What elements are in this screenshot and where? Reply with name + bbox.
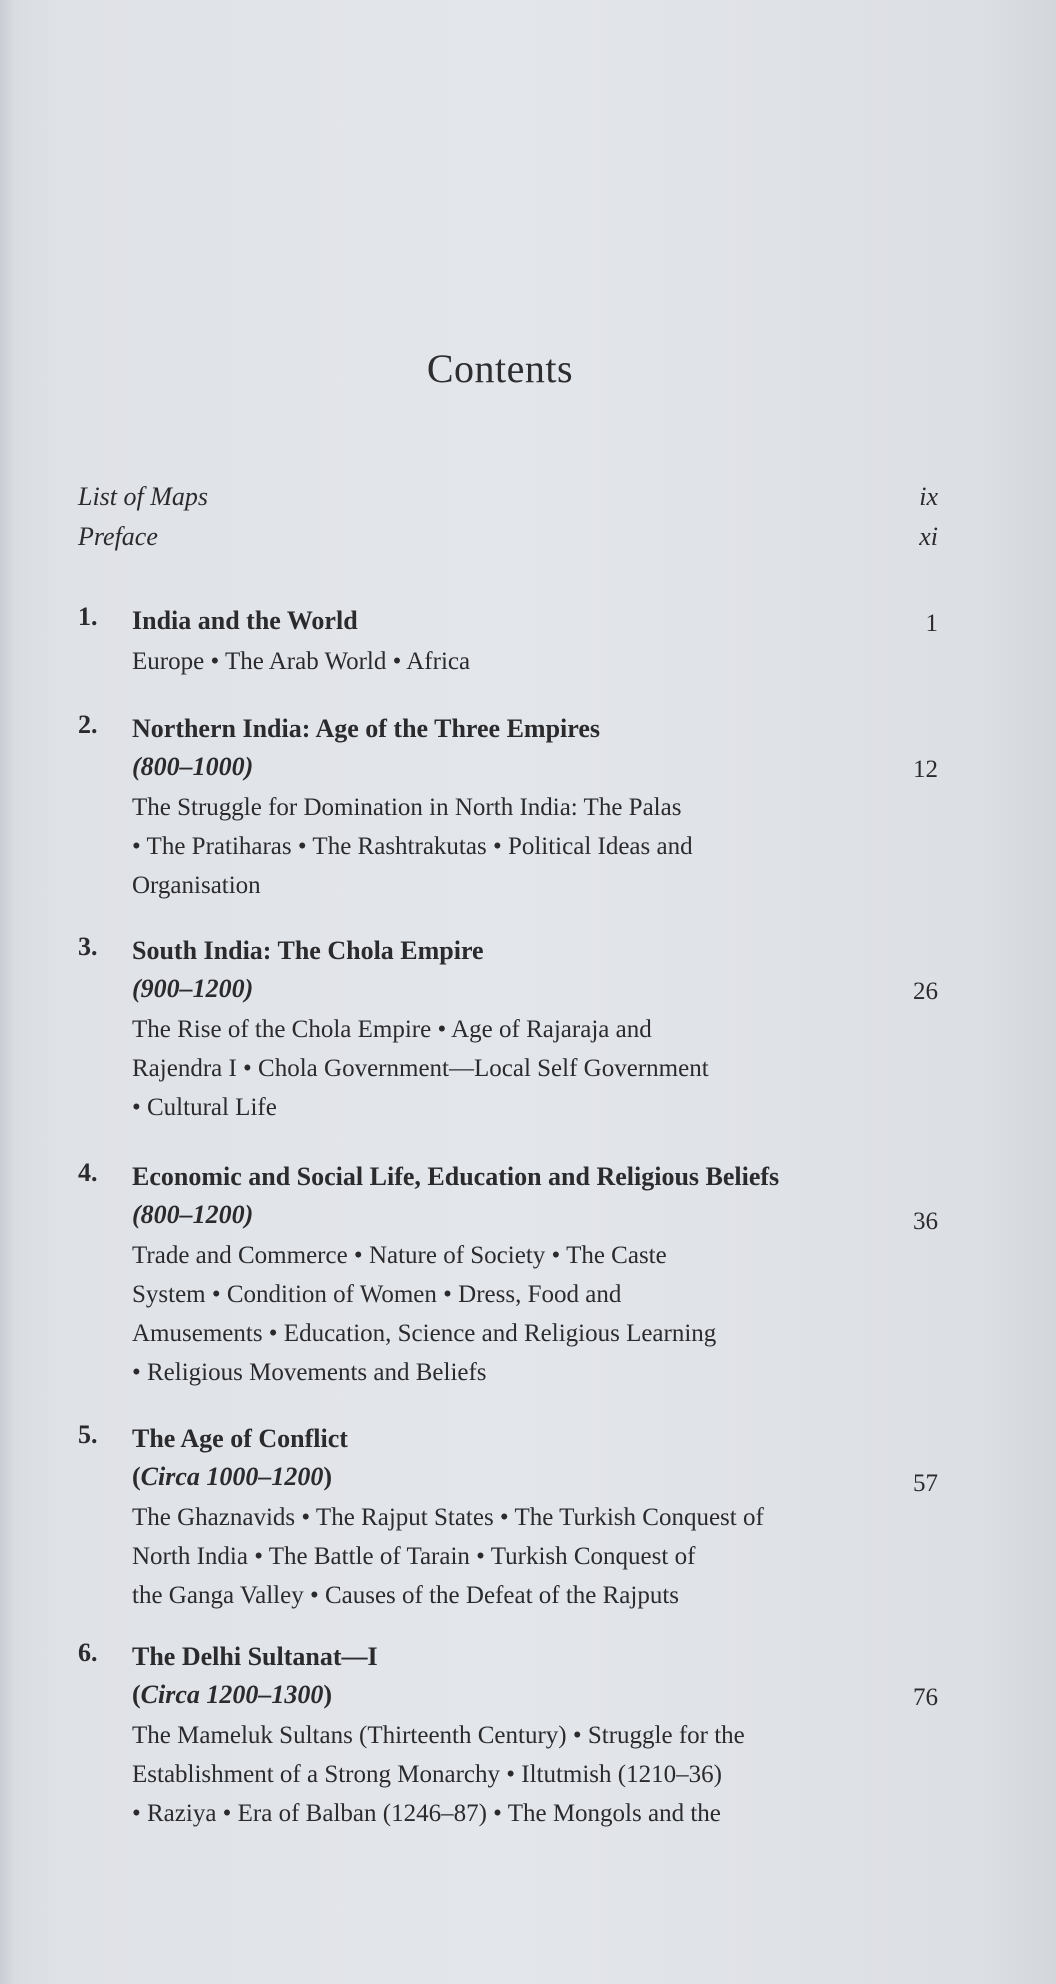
topic-line: • The Pratiharas • The Rashtrakutas • Political Ideas and (132, 833, 693, 860)
chapter-title: Economic and Social Life, Education and Religious Beliefs (132, 1162, 780, 1191)
front-matter-page: ix (919, 482, 938, 511)
topic-line: The Mameluk Sultans (Thirteenth Century) • Struggle for the (132, 1722, 745, 1749)
chapter-topics (132, 1716, 938, 1833)
topic-line: The Struggle for Domination in North India: The Palas (132, 794, 682, 821)
topic-line: Europe • The Arab World • Africa (132, 648, 471, 675)
chapter-6 (78, 1638, 938, 1833)
topic-line: Trade and Commerce • Nature of Society • The Caste (132, 1242, 667, 1269)
front-matter-list-of-maps (78, 482, 938, 512)
front-matter-page: xi (919, 522, 938, 551)
topic-line: North India • The Battle of Tarain • Turkish Conquest of (132, 1543, 696, 1570)
chapter-page: 57 (913, 1470, 938, 1497)
chapter-topics (132, 1498, 938, 1615)
chapter-topics (132, 1010, 938, 1127)
front-matter-label: List of Maps (78, 482, 209, 511)
chapter-title: The Delhi Sultanat—I (132, 1642, 378, 1671)
chapter-5 (78, 1420, 938, 1615)
topic-line: the Ganga Valley • Causes of the Defeat of the Rajputs (132, 1582, 680, 1609)
chapter-4 (78, 1158, 938, 1392)
chapter-period: (800–1200) (132, 1200, 254, 1229)
topic-line: • Religious Movements and Beliefs (132, 1359, 487, 1386)
chapter-number: 4. (78, 1158, 98, 1187)
chapter-number: 2. (78, 710, 98, 739)
topic-line: • Cultural Life (132, 1094, 277, 1121)
topic-line: Amusements • Education, Science and Religious Learning (132, 1320, 717, 1347)
topic-line: System • Condition of Women • Dress, Food and (132, 1281, 622, 1308)
chapter-period: (900–1200) (132, 974, 254, 1003)
topic-line: Establishment of a Strong Monarchy • Iltutmish (1210–36) (132, 1761, 722, 1788)
chapter-number: 5. (78, 1420, 98, 1449)
chapter-title: Northern India: Age of the Three Empires (132, 714, 600, 743)
page-title: Contents (426, 346, 574, 391)
chapter-title: South India: The Chola Empire (132, 936, 484, 965)
topic-line: The Ghaznavids • The Rajput States • The Turkish Conquest of (132, 1504, 764, 1531)
chapter-1 (78, 602, 938, 681)
topic-line: • Raziya • Era of Balban (1246–87) • The Mongols and the (132, 1800, 721, 1827)
chapter-period: (Circa 1000–1200) (132, 1462, 333, 1491)
chapter-number: 1. (78, 602, 98, 631)
show-through-text (100, 235, 106, 275)
chapter-title: India and the World (132, 606, 358, 635)
chapter-topics (132, 788, 938, 905)
front-matter-preface (78, 522, 938, 552)
chapter-3 (78, 932, 938, 1127)
chapter-topics (132, 1236, 938, 1392)
chapter-period: (Circa 1200–1300) (132, 1680, 333, 1709)
chapter-page: 12 (913, 756, 938, 783)
chapter-page: 26 (913, 978, 938, 1005)
topic-line: Organisation (132, 872, 261, 899)
chapter-page: 36 (913, 1208, 938, 1235)
chapter-page: 76 (913, 1684, 938, 1711)
chapter-title: The Age of Conflict (132, 1424, 348, 1453)
chapter-topics (132, 642, 938, 681)
chapter-period: (800–1000) (132, 752, 254, 781)
chapter-2 (78, 710, 938, 905)
front-matter-label: Preface (78, 522, 158, 551)
topic-line: The Rise of the Chola Empire • Age of Rajaraja and (132, 1016, 652, 1043)
chapter-page: 1 (925, 610, 938, 637)
chapter-number: 6. (78, 1638, 98, 1667)
topic-line: Rajendra I • Chola Government—Local Self Government (132, 1055, 709, 1082)
chapter-number: 3. (78, 932, 98, 961)
